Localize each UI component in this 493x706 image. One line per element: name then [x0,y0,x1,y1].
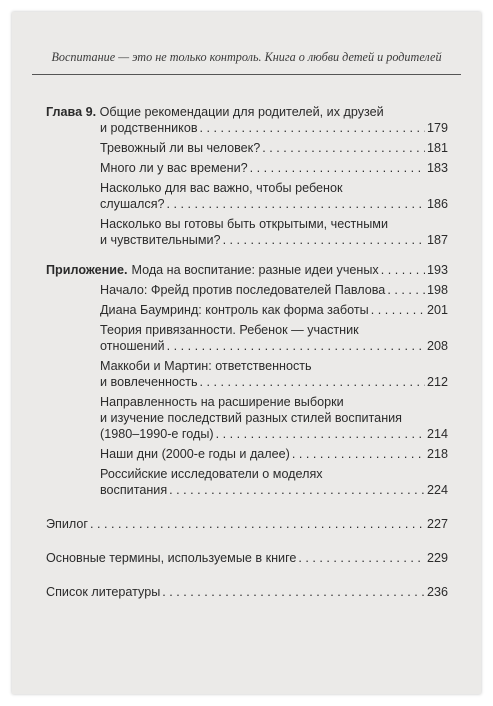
leader-dots [167,196,425,212]
page-number: 218 [426,447,448,461]
toc-entry[interactable] [46,282,448,298]
toc-entry-title: Эпилог [46,517,88,531]
toc-entry-title: и изучение последствий разных стилей воспитания [100,411,402,425]
toc-entry-title: Российские исследователи о моделях [100,467,323,481]
book-page [12,12,481,694]
leader-dots [387,282,425,298]
toc-entry-title: (1980–1990-е годы) [100,427,214,441]
toc-entry[interactable] [46,322,448,354]
leader-dots [262,140,425,156]
toc-entry-title: Направленность на расширение выборки [100,395,344,409]
page-number: 224 [426,483,448,497]
page-number: 186 [426,197,448,211]
toc-entry[interactable] [46,140,448,156]
leader-dots [250,160,425,176]
page-number: 212 [426,375,448,389]
toc-entry-title: Список литературы [46,585,161,599]
appendix-title: Мода на воспитание: разные идеи ученых [131,263,379,277]
page-number: 198 [426,283,448,297]
appendix-label: Приложение. [46,263,128,277]
page-number: 181 [426,141,448,155]
toc-entry-title: и чувствительными? [100,233,221,247]
leader-dots [223,232,425,248]
chapter-title-line: Общие рекомендации для родителей, их друзей [99,105,384,119]
toc-entry-title: и вовлеченность [100,375,198,389]
toc-entry-title: Насколько для вас важно, чтобы ребенок [100,181,343,195]
toc-entry-title: Маккоби и Мартин: ответственность [100,359,312,373]
leader-dots [162,584,425,600]
leader-dots [298,550,425,566]
toc-entry-title: Тревожный ли вы человек? [100,141,261,155]
toc-entry-title: Начало: Фрейд против последователей Павлова [100,283,386,297]
toc-entry-title: слушался? [100,197,165,211]
header-rule [32,74,461,75]
page-number: 193 [426,263,448,277]
page-number: 227 [426,517,448,531]
leader-dots [381,262,425,278]
page-number: 187 [426,233,448,247]
toc-entry[interactable] [46,466,448,498]
leader-dots [216,426,425,442]
toc-entry-title: Теория привязанности. Ребенок — участник [100,323,359,337]
toc-entry-terms[interactable] [46,550,448,566]
leader-dots [90,516,425,532]
toc-entry-chapter-9[interactable] [46,104,448,136]
page-number: 201 [426,303,448,317]
page-number: 179 [426,121,448,135]
leader-dots [371,302,425,318]
toc-entry[interactable] [46,394,448,442]
page-number: 183 [426,161,448,175]
toc-entry-appendix[interactable] [46,262,448,278]
toc-entry-bibliography[interactable] [46,584,448,600]
leader-dots [292,446,425,462]
toc-entry-title: Наши дни (2000-е годы и далее) [100,447,290,461]
page-number: 208 [426,339,448,353]
page-number: 229 [426,551,448,565]
page-number: 214 [426,427,448,441]
running-header: Воспитание — это не только контроль. Книга о любви детей и родителей [51,50,442,64]
toc-entry-title: воспитания [100,483,168,497]
chapter-label: Глава 9. [46,105,97,119]
toc-entry-title: Много ли у вас времени? [100,161,248,175]
toc-entry[interactable] [46,446,448,462]
toc-entry-title: Насколько вы готовы быть открытыми, честными [100,217,388,231]
toc-entry[interactable] [46,302,448,318]
toc-entry-title: отношений [100,339,165,353]
leader-dots [167,338,425,354]
leader-dots [169,482,425,498]
toc-entry-epilogue[interactable] [46,516,448,532]
leader-dots [200,374,425,390]
table-of-contents [46,104,448,600]
toc-entry[interactable] [46,216,448,248]
leader-dots [200,120,425,136]
toc-entry-title: Основные термины, используемые в книге [46,551,297,565]
toc-entry[interactable] [46,358,448,390]
toc-entry[interactable] [46,160,448,176]
chapter-title-line: и родственников [100,121,198,135]
page-number: 236 [426,585,448,599]
toc-entry-title: Диана Баумринд: контроль как форма заботы [100,303,369,317]
toc-entry[interactable] [46,180,448,212]
